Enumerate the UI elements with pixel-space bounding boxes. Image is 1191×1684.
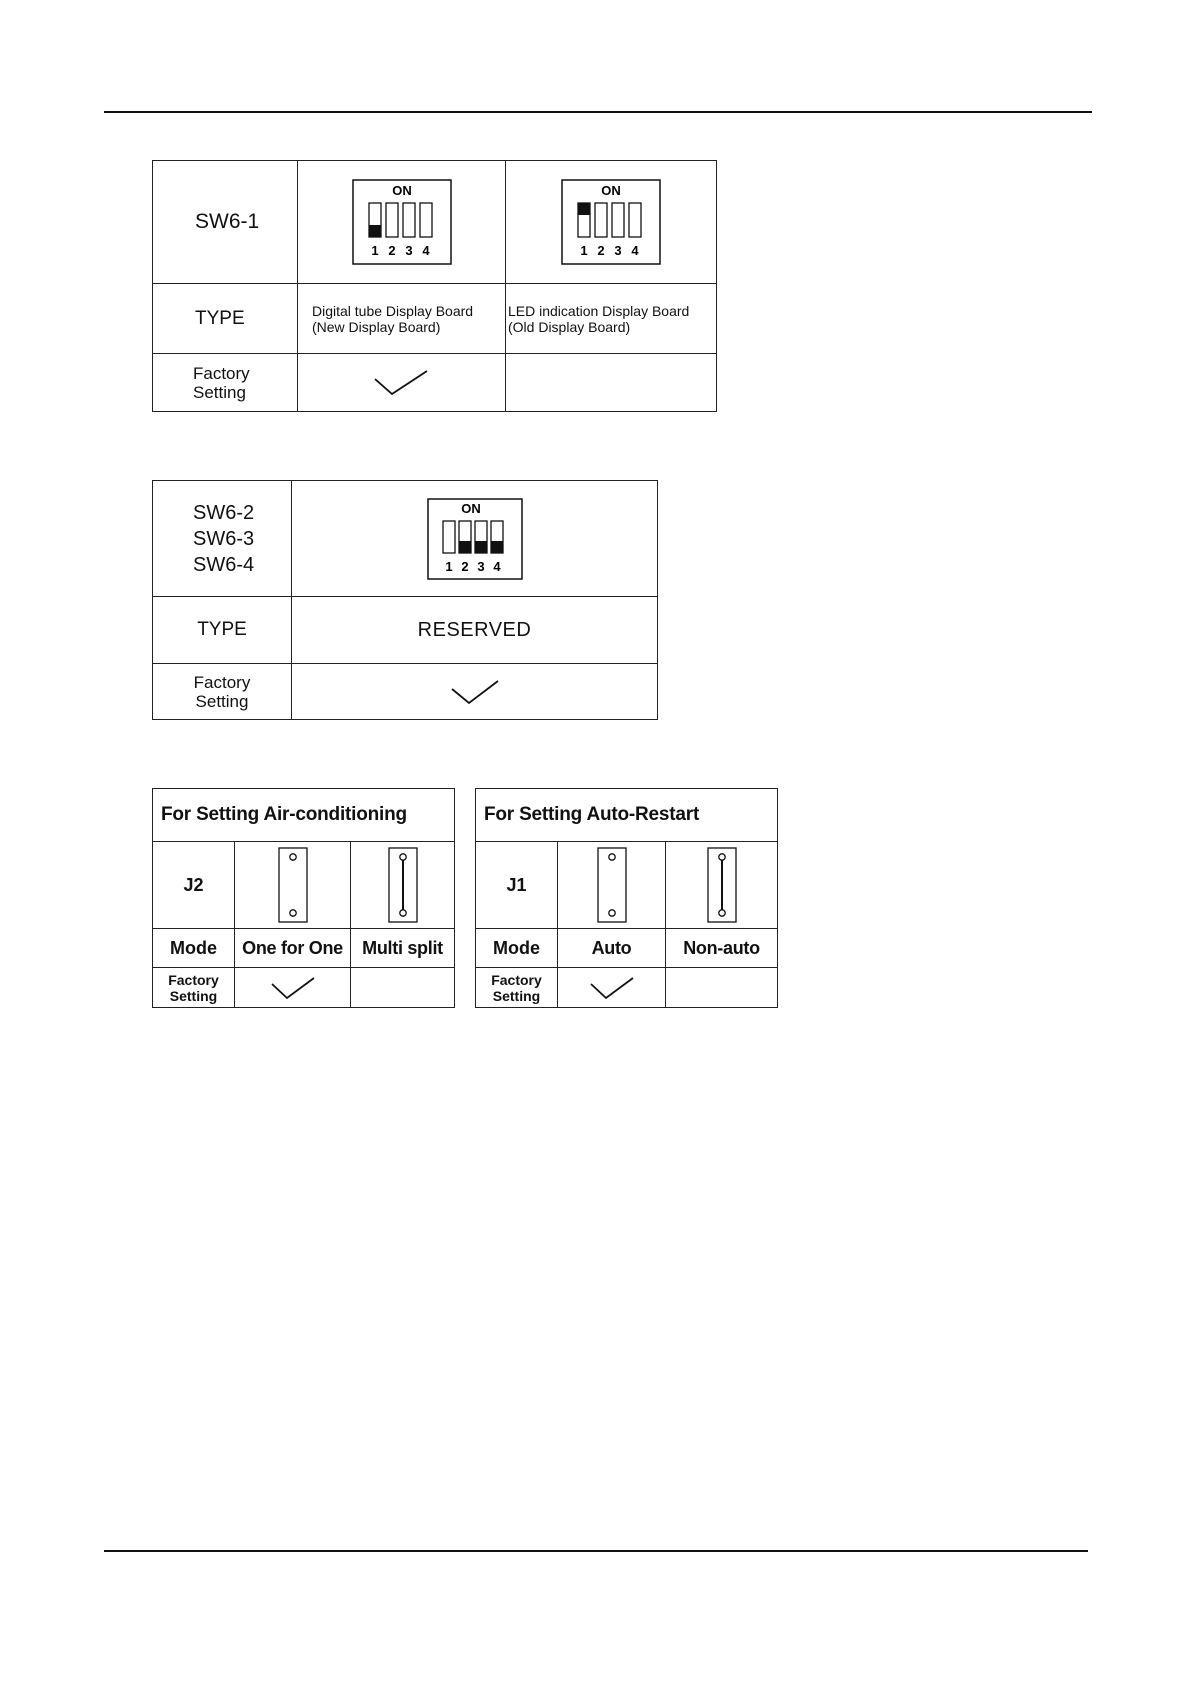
sw-label: SW6-4 bbox=[193, 553, 255, 576]
factory-default-reserved bbox=[292, 664, 658, 720]
sw-label: SW6-3 bbox=[193, 527, 255, 550]
factory-default-non-auto bbox=[666, 968, 778, 1008]
mode-auto: Auto bbox=[558, 929, 666, 968]
factory-line: Factory bbox=[193, 672, 251, 692]
j1-table bbox=[475, 788, 778, 1008]
factory-setting-label bbox=[153, 664, 292, 720]
jumper-open-icon bbox=[597, 847, 627, 923]
j2-header: For Setting Air-conditioning bbox=[153, 789, 455, 842]
factory-setting-label bbox=[153, 354, 298, 412]
dip-on-label: ON bbox=[391, 183, 412, 198]
dip-number: 1 bbox=[370, 243, 379, 258]
check-icon bbox=[372, 367, 432, 399]
dip-number: 3 bbox=[404, 243, 413, 258]
mode-non-auto: Non-auto bbox=[666, 929, 778, 968]
mode-multi-split: Multi split bbox=[351, 929, 455, 968]
type-value: RESERVED bbox=[292, 597, 658, 664]
jumper-closed bbox=[666, 842, 778, 929]
factory-line: Factory bbox=[193, 363, 250, 383]
check-icon bbox=[449, 677, 501, 707]
type-new-display bbox=[298, 284, 506, 354]
sw6-1-label: SW6-1 bbox=[153, 161, 298, 284]
dip-number: 2 bbox=[597, 243, 605, 258]
sw6-234-labels bbox=[153, 481, 292, 597]
dip-switch-icon bbox=[427, 498, 523, 580]
type-line: Digital tube Display Board bbox=[312, 302, 474, 319]
dip-number: 4 bbox=[631, 243, 639, 258]
j2-label: J2 bbox=[153, 842, 235, 929]
jumper-closed-icon bbox=[707, 847, 737, 923]
dip-switch-reserved bbox=[292, 481, 658, 597]
factory-default-one-for-one bbox=[235, 968, 351, 1008]
mode-one-for-one: One for One bbox=[235, 929, 351, 968]
sw6-1-table bbox=[152, 160, 717, 412]
sw6-234-table bbox=[152, 480, 658, 720]
factory-default-new-display bbox=[298, 354, 506, 412]
factory-default-auto bbox=[558, 968, 666, 1008]
j1-header: For Setting Auto-Restart bbox=[476, 789, 778, 842]
factory-line: Factory bbox=[168, 971, 219, 988]
dip-number: 1 bbox=[444, 558, 453, 574]
header-rule bbox=[104, 111, 1092, 113]
dip-number: 2 bbox=[387, 243, 396, 258]
sw-label: SW6-2 bbox=[193, 501, 255, 524]
dip-number: 2 bbox=[460, 558, 469, 574]
dip-number: 4 bbox=[492, 558, 501, 574]
j1-label: J1 bbox=[476, 842, 558, 929]
factory-default-old-display bbox=[506, 354, 717, 412]
dip-switch-new-display bbox=[298, 161, 506, 284]
jumper-open bbox=[235, 842, 351, 929]
dip-number: 4 bbox=[421, 243, 430, 258]
factory-line: Setting bbox=[195, 691, 249, 711]
jumper-closed-icon bbox=[388, 847, 418, 923]
jumper-closed bbox=[351, 842, 455, 929]
dip-switch-icon bbox=[352, 179, 452, 265]
factory-line: Setting bbox=[169, 987, 218, 1004]
check-icon bbox=[269, 974, 317, 1002]
check-icon bbox=[588, 974, 636, 1002]
dip-number: 3 bbox=[614, 243, 622, 258]
dip-number: 3 bbox=[476, 558, 485, 574]
mode-label: Mode bbox=[153, 929, 235, 968]
type-line: LED indication Display Board bbox=[508, 302, 690, 319]
footer-rule bbox=[104, 1550, 1088, 1552]
factory-line: Setting bbox=[193, 382, 246, 402]
type-line: (New Display Board) bbox=[312, 318, 441, 335]
factory-line: Factory bbox=[491, 971, 542, 988]
mode-label: Mode bbox=[476, 929, 558, 968]
type-old-display bbox=[506, 284, 717, 354]
jumper-open bbox=[558, 842, 666, 929]
jumper-open-icon bbox=[278, 847, 308, 923]
factory-setting-label bbox=[153, 968, 235, 1008]
dip-on-label: ON bbox=[601, 183, 621, 198]
factory-line: Setting bbox=[492, 987, 541, 1004]
dip-switch-icon bbox=[561, 179, 661, 265]
j2-table bbox=[152, 788, 455, 1008]
factory-default-multi-split bbox=[351, 968, 455, 1008]
type-label: TYPE bbox=[153, 597, 292, 664]
type-label: TYPE bbox=[153, 284, 298, 354]
type-line: (Old Display Board) bbox=[508, 318, 631, 335]
dip-on-label: ON bbox=[460, 500, 481, 516]
factory-setting-label bbox=[476, 968, 558, 1008]
dip-switch-old-display bbox=[506, 161, 717, 284]
dip-number: 1 bbox=[580, 243, 588, 258]
